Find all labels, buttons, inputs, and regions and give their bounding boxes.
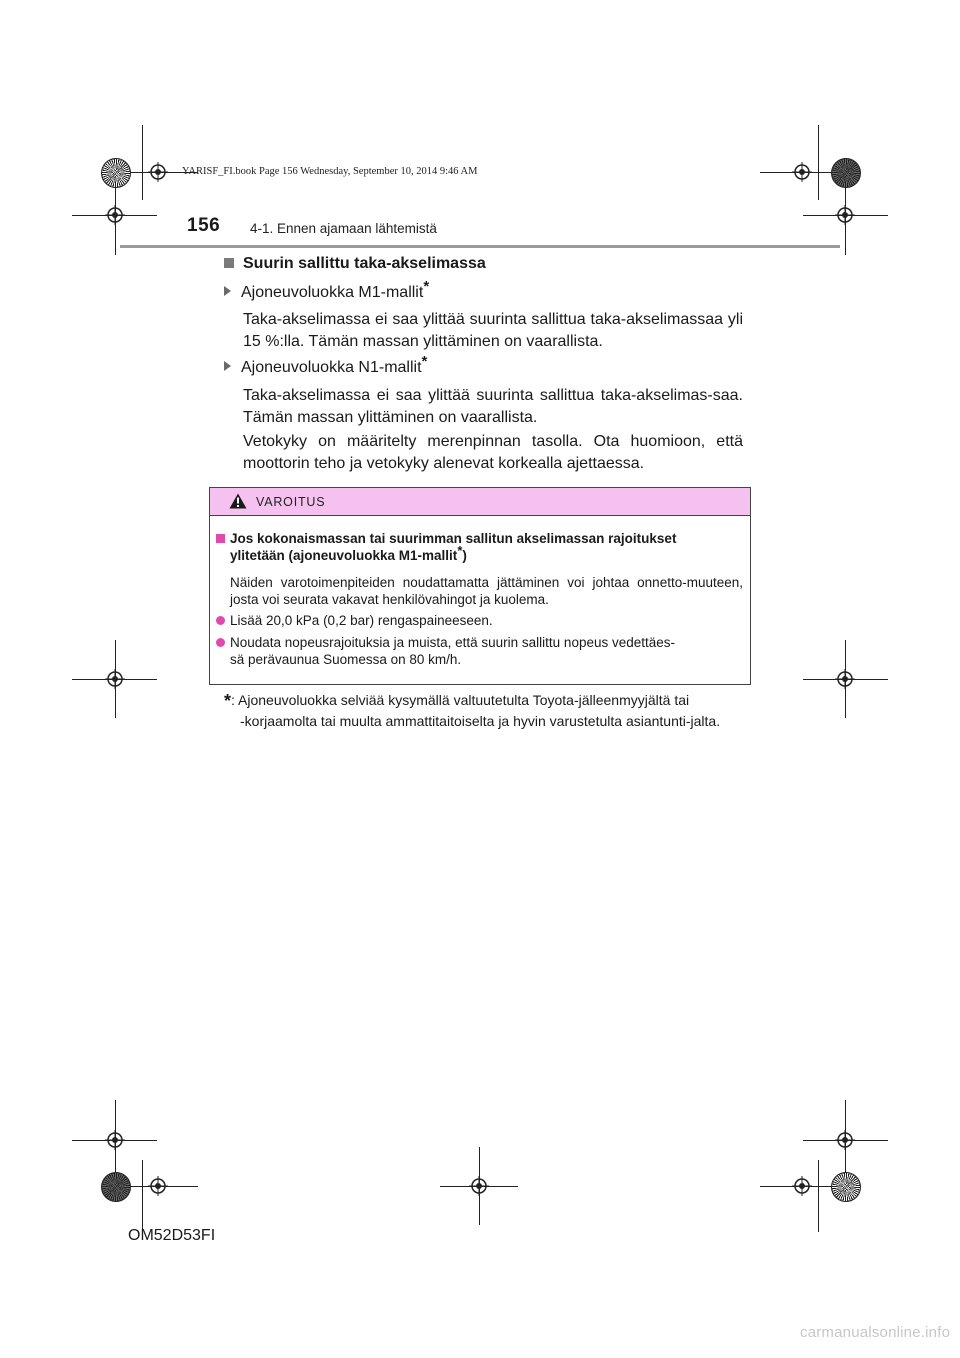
list-item-label: Ajoneuvoluokka N1-mallit	[241, 359, 422, 376]
warning-box	[209, 487, 751, 685]
registration-mark-icon	[105, 669, 125, 689]
warning-bullet-text: Lisää 20,0 kPa (0,2 bar) rengaspaineeseen.	[230, 613, 493, 628]
warning-bullet-text-line2: sä perävaunua Suomessa on 80 km/h.	[230, 652, 462, 667]
section-heading-text: Suurin sallittu taka-akselimassa	[243, 255, 486, 272]
registration-mark-icon	[792, 162, 812, 182]
warning-heading-line2-wrap	[216, 543, 743, 564]
warning-heading-line2: ylitetään (ajoneuvoluokka M1-mallit	[230, 548, 458, 563]
registration-mark-icon	[148, 162, 168, 182]
registration-mark-icon	[835, 1130, 855, 1150]
warning-heading-close: )	[462, 548, 467, 563]
section-heading	[224, 255, 486, 273]
list-item-label: Ajoneuvoluokka M1-mallit	[241, 284, 424, 301]
registration-mark-icon	[148, 1176, 168, 1196]
registration-mark-icon	[469, 1176, 489, 1196]
triangle-bullet-icon	[224, 361, 231, 371]
warning-heading	[216, 530, 743, 564]
footnote-continuation: -korjaamolta tai muulta ammattitaitoiselta ja hyvin varustetulta asiantunti-jalta.	[240, 713, 721, 729]
document-code: OM52D53FI	[128, 1227, 216, 1244]
section-title: 4-1. Ennen ajamaan lähtemistä	[250, 221, 437, 236]
registration-mark-icon	[835, 669, 855, 689]
warning-bullet	[216, 612, 743, 629]
registration-mark-icon	[835, 205, 855, 225]
header-rule	[120, 245, 840, 248]
crop-line	[142, 125, 143, 200]
print-rosette-icon	[101, 1172, 131, 1202]
footnote-marker: *	[224, 691, 232, 711]
print-rosette-icon	[831, 158, 861, 188]
square-bullet-icon	[216, 534, 225, 543]
footnote	[224, 690, 744, 731]
warning-heading-line1: Jos kokonaismassan tai suurimman sallitun akselimassan rajoitukset	[230, 531, 677, 546]
print-rosette-icon	[101, 158, 131, 188]
list-item	[224, 353, 428, 377]
registration-mark-icon	[105, 205, 125, 225]
warning-title: VAROITUS	[256, 495, 326, 509]
warning-header	[210, 488, 750, 516]
registration-mark-icon	[105, 1130, 125, 1150]
round-bullet-icon	[216, 638, 225, 647]
watermark: carmanualsonline.info	[800, 1324, 951, 1341]
crop-line	[818, 125, 819, 200]
warning-bullet-text: Noudata nopeusrajoituksia ja muista, että suurin sallittu nopeus vedettäes-	[230, 635, 676, 650]
list-item	[224, 278, 430, 302]
paragraph: Taka-akselimassa ei saa ylittää suurinta sallittua taka-akselimassaa yli 15 %:lla. Tämän massan ylittäminen on vaarallista.	[243, 311, 743, 350]
warning-triangle-icon	[229, 493, 247, 509]
crop-line	[142, 1160, 143, 1232]
asterisk: *	[423, 278, 430, 295]
paragraph: Taka-akselimassa ei saa ylittää suurinta sallittua taka-akselimas-saa. Tämän massan ylittäminen on vaarallista.	[243, 387, 743, 426]
page-number: 156	[187, 215, 221, 236]
book-stamp: YARISF_FI.book Page 156 Wednesday, September 10, 2014 9:46 AM	[182, 166, 478, 177]
warning-bullet	[216, 634, 743, 668]
registration-mark-icon	[792, 1176, 812, 1196]
paragraph: Vetokyky on määritelty merenpinnan tasolla. Ota huomioon, että moottorin teho ja vetokyky alenevat korkealla ajettaessa.	[243, 433, 743, 472]
print-rosette-icon	[831, 1172, 861, 1202]
footnote-line1: : Ajoneuvoluokka selviää kysymällä valtuutetulta Toyota-jälleenmyyjältä tai	[231, 692, 690, 708]
triangle-bullet-icon	[224, 286, 231, 296]
asterisk: *	[421, 353, 428, 370]
asterisk: *	[457, 543, 463, 558]
warning-text: Näiden varotoimenpiteiden noudattamatta jättäminen voi johtaa onnetto-muuteen, josta voi seurata vakavat henkilövahingot ja kuolema.	[230, 575, 743, 607]
round-bullet-icon	[216, 616, 225, 625]
square-bullet-icon	[224, 258, 234, 268]
crop-line	[818, 1160, 819, 1232]
